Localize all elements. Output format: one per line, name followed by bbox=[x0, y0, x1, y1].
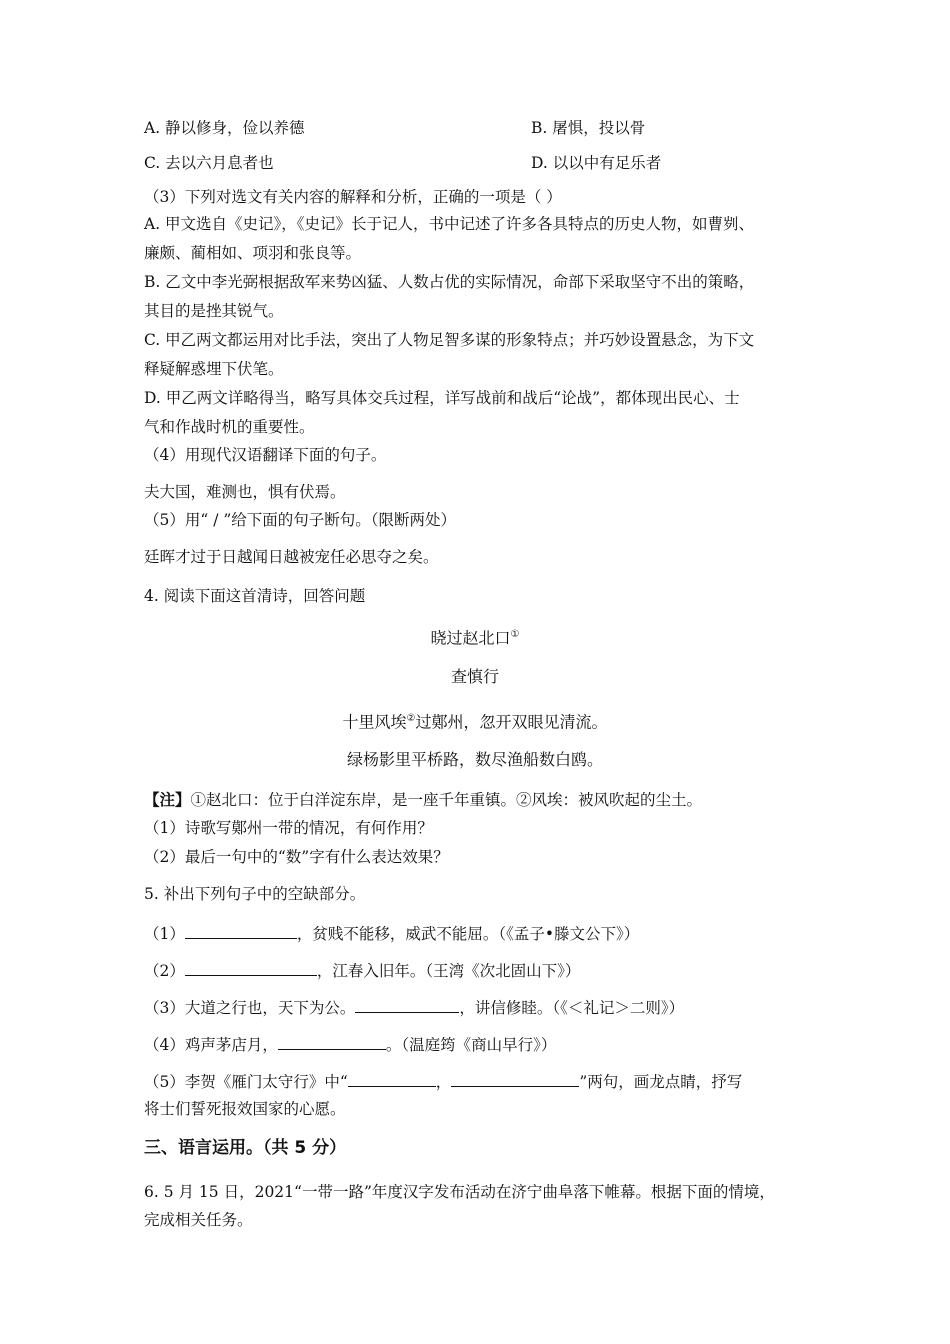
q3-option-c-line2: 释疑解惑埋下伏笔。 bbox=[144, 360, 284, 378]
poem-note-text: ①赵北口：位于白洋淀东岸，是一座千年重镇。②风埃：被风吹起的尘土。 bbox=[190, 791, 703, 809]
poem-line-2: 绿杨影里平桥路，数尽渔船数白鸥。 bbox=[346, 750, 603, 769]
fill-item-5-blank-1[interactable] bbox=[348, 1071, 436, 1087]
poem-title bbox=[0, 624, 950, 649]
question-4-intro: 4. 阅读下面这首清诗，回答问题 bbox=[144, 587, 366, 605]
poem-title-note-marker: ① bbox=[510, 629, 520, 640]
poem-note bbox=[144, 790, 702, 810]
fill-item-1-suffix: ，贫贱不能移，威武不能屈。（《孟子•滕文公下》） bbox=[296, 925, 640, 943]
fill-item-5-blank-2[interactable] bbox=[451, 1071, 579, 1087]
fill-item-3 bbox=[144, 997, 684, 1018]
question-5-intro: 5. 补出下列句子中的空缺部分。 bbox=[144, 885, 366, 903]
question-6-line1: 6. 5 月 15 日，2021“一带一路”年度汉字发布活动在济宁曲阜落下帷幕。根据下面的情境， bbox=[144, 1183, 775, 1201]
fill-item-2 bbox=[144, 960, 580, 981]
q3-option-b-line1: B. 乙文中李光弼根据敌军来势凶猛、人数占优的实际情况，命部下采取坚守不出的策略， bbox=[144, 273, 755, 291]
poem-note-label: 【注】 bbox=[144, 790, 191, 809]
q3-option-d-line1: D. 甲乙两文详略得当，略写具体交兵过程，详写战前和战后“论战”，都体现出民心、士 bbox=[144, 389, 740, 407]
fill-item-4 bbox=[144, 1034, 556, 1055]
fill-item-5-suffix: ”两句，画龙点睛，抒写 bbox=[579, 1073, 743, 1091]
q2-option-d: D. 以以中有足乐者 bbox=[531, 154, 662, 172]
q3-option-b-line2: 其目的是挫其锐气。 bbox=[144, 302, 284, 320]
q4-stem: （4）用现代汉语翻译下面的句子。 bbox=[144, 446, 387, 464]
q3-stem: （3）下列对选文有关内容的解释和分析，正确的一项是（ ） bbox=[144, 188, 562, 206]
q4-sentence: 夫大国，难测也，惧有伏焉。 bbox=[144, 483, 346, 501]
fill-item-5 bbox=[144, 1071, 742, 1092]
fill-item-1-blank[interactable] bbox=[185, 923, 297, 939]
q5-sentence: 廷晖才过于日越闻日越被宠任必思夺之矣。 bbox=[144, 548, 439, 566]
q3-option-c-line1: C. 甲乙两文都运用对比手法，突出了人物足智多谋的形象特点；并巧妙设置悬念，为下文 bbox=[144, 331, 755, 349]
fill-item-1 bbox=[144, 923, 639, 944]
poem-line-1-part-a: 十里风埃 bbox=[342, 712, 407, 732]
fill-item-3-prefix: （3）大道之行也，天下为公。 bbox=[144, 999, 356, 1017]
poem-line-1-part-b: 过鄚州，忽开双眼见清流。 bbox=[415, 712, 608, 732]
fill-item-4-prefix: （4）鸡声茅店月， bbox=[144, 1036, 278, 1054]
q3-option-d-line2: 气和作战时机的重要性。 bbox=[144, 418, 315, 436]
q2-option-a: A. 静以修身，俭以养德 bbox=[144, 119, 305, 137]
q5-stem: （5）用“ / ”给下面的句子断句。（限断两处） bbox=[144, 511, 457, 529]
q2-option-b: B. 屠惧，投以骨 bbox=[531, 119, 646, 137]
poem-title-text: 晓过赵北口 bbox=[430, 628, 511, 648]
fill-item-2-blank[interactable] bbox=[185, 960, 317, 976]
q3-option-a-line1: A. 甲文选自《史记》，《史记》长于记人，书中记述了许多各具特点的历史人物，如曹刿、 bbox=[144, 215, 755, 233]
fill-item-3-blank[interactable] bbox=[355, 997, 459, 1013]
section-3-heading: 三、语言运用。（共 5 分） bbox=[144, 1138, 347, 1158]
poem-question-2: （2）最后一句中的“数”字有什么表达效果？ bbox=[144, 848, 449, 866]
fill-item-4-suffix: 。（温庭筠《商山早行》） bbox=[385, 1036, 557, 1054]
fill-item-3-suffix: ，讲信修睦。（《＜礼记＞二则》） bbox=[459, 999, 685, 1017]
poem-line-1-note-marker: ② bbox=[406, 713, 416, 724]
fill-item-1-prefix: （1） bbox=[144, 925, 185, 943]
poem-question-1: （1）诗歌写鄚州一带的情况，有何作用？ bbox=[144, 819, 433, 837]
fill-item-2-prefix: （2） bbox=[144, 962, 185, 980]
poem-line-1 bbox=[0, 708, 950, 733]
fill-item-5-prefix: （5）李贺《雁门太守行》中“ bbox=[144, 1073, 348, 1091]
q2-option-c: C. 去以六月息者也 bbox=[144, 154, 274, 172]
fill-item-5-comma: ， bbox=[435, 1073, 452, 1091]
question-6-line2: 完成相关任务。 bbox=[144, 1211, 253, 1229]
fill-item-4-blank[interactable] bbox=[278, 1034, 386, 1050]
fill-item-2-suffix: ，江春入旧年。（王湾《次北固山下》） bbox=[316, 962, 581, 980]
fill-item-5-continued: 将士们誓死报效国家的心愿。 bbox=[144, 1100, 346, 1118]
q3-option-a-line2: 廉颇、蔺相如、项羽和张良等。 bbox=[144, 244, 362, 262]
poem-author: 查慎行 bbox=[450, 667, 499, 686]
